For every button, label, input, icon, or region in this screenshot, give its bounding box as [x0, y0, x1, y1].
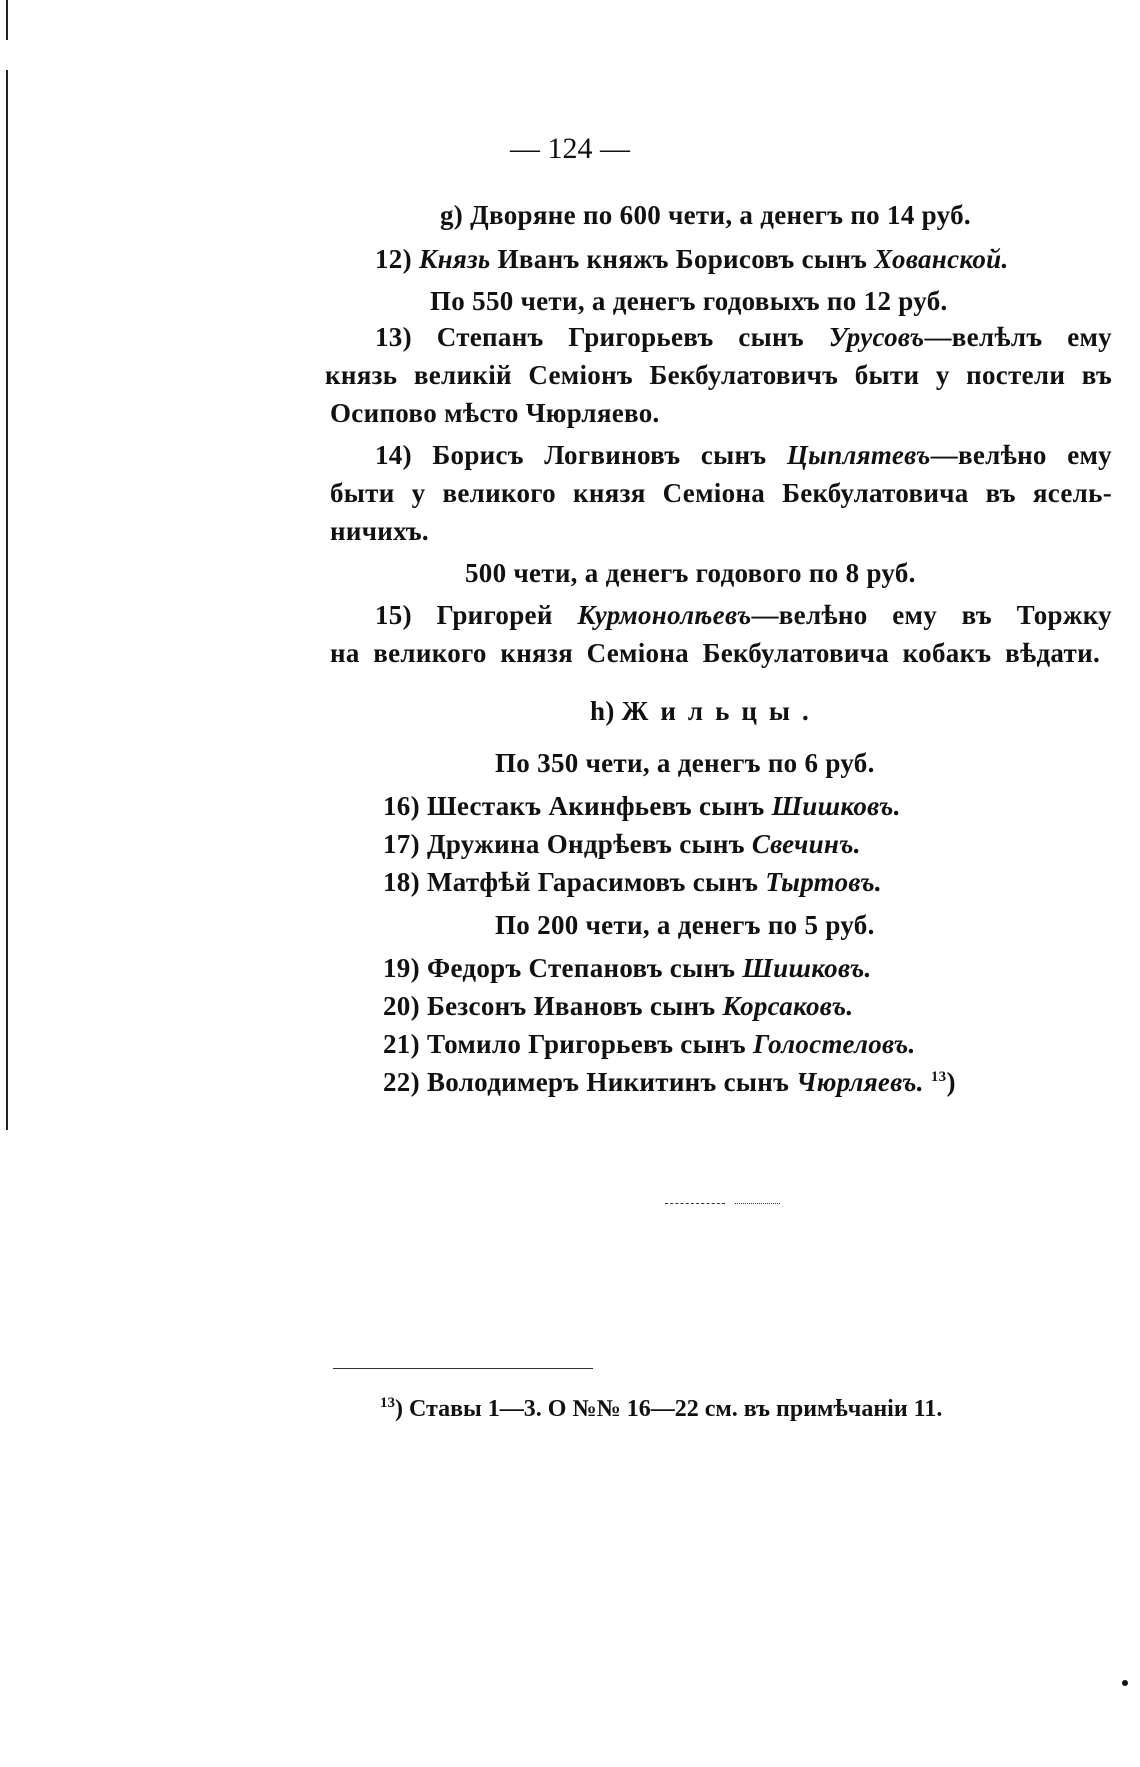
entry-surname: Шишковъ. [771, 791, 901, 821]
list-item [383, 789, 901, 823]
entry-13-text: Степанъ Григорьевъ сынъ [436, 322, 804, 352]
entry-15-line-2: на великого князя Семіона Бекбулатовича кобакъ вѣдати. [330, 638, 1100, 668]
scan-edge-line [6, 70, 8, 1130]
entry-surname: Шишковъ. [742, 953, 872, 983]
section-h-heading [590, 694, 821, 728]
end-separator-dots [735, 1203, 780, 1204]
scan-speck [1122, 1680, 1128, 1686]
section-h-title: Жильцы. [621, 696, 821, 726]
entry-number: 19) [383, 953, 420, 983]
rate-500: 500 чети, а денегъ годового по 8 руб. [465, 558, 916, 588]
list-item [383, 1065, 956, 1099]
entry-number: 15) [375, 600, 412, 630]
footnote-rule [333, 1368, 593, 1369]
entry-surname: Свечинъ. [751, 829, 861, 859]
list-item [383, 827, 861, 861]
entry-number: 14) [375, 440, 412, 470]
footnote-marker: 13 [380, 1395, 395, 1411]
entry-12-text: Иванъ княжъ Борисовъ сынъ [497, 244, 868, 274]
entry-14-surname: Цыплятевъ [786, 440, 931, 470]
entry-text: Федоръ Степановъ сынъ [426, 953, 736, 983]
footnote [380, 1394, 942, 1424]
entry-text: Дружина Ондрѣевъ сынъ [426, 829, 745, 859]
entry-14-line-2: быти у великого князя Семіона Бекбулатовича въ ясель- [330, 478, 1112, 508]
rate-550: По 550 чети, а денегъ годовыхъ по 12 руб. [430, 286, 948, 316]
entry-text: Володимеръ Никитинъ сынъ [426, 1067, 790, 1097]
entry-13-post: —велѣлъ ему [924, 322, 1112, 352]
footnote-reference: 13 [930, 1069, 947, 1085]
entry-number: 12) [375, 244, 412, 274]
entry-number: 20) [383, 991, 420, 1021]
entry-surname: Чюрляевъ. [796, 1067, 924, 1097]
list-item [383, 951, 872, 985]
entry-surname: Тыртовъ. [765, 867, 882, 897]
entry-14-text: Борисъ Логвиновъ сынъ [432, 440, 767, 470]
rate-200: По 200 чети, а денегъ по 5 руб. [495, 910, 875, 940]
scan-edge-mark [6, 0, 8, 40]
entry-number: 16) [383, 791, 420, 821]
entry-15-post: —велѣно ему въ Торжку [751, 600, 1112, 630]
entry-text: Шестакъ Акинфьевъ сынъ [426, 791, 765, 821]
footnote-text: ) Ставы 1—3. О №№ 16—22 см. въ примѣчаніи 11. [395, 1396, 943, 1422]
entry-text: Томило Григорьевъ сынъ [426, 1029, 746, 1059]
rate-350: По 350 чети, а денегъ по 6 руб. [495, 748, 875, 778]
section-g-heading [440, 198, 971, 232]
end-separator [665, 1203, 725, 1204]
entry-text: Безсонъ Ивановъ сынъ [426, 991, 716, 1021]
entry-14-line-1 [375, 438, 1112, 472]
entry-12-surname: Хованской. [874, 244, 1009, 274]
entry-number: 22) [383, 1067, 420, 1097]
entry-13-line-3: Осиповo мѣсто Чюрляево. [330, 398, 660, 428]
entry-surname: Корсаковъ. [722, 991, 854, 1021]
entry-number: 21) [383, 1029, 420, 1059]
entry-14-line-3: ничихъ. [330, 516, 429, 546]
entry-number: 18) [383, 867, 420, 897]
section-g-marker: g) [440, 200, 464, 230]
entry-13-line-1 [375, 320, 1112, 354]
entry-14-post: —велѣно ему [930, 440, 1112, 470]
entry-13-line-2: князь великій Семіонъ Бекбулатовичъ быти у постели въ [325, 360, 1112, 390]
list-item [383, 989, 853, 1023]
entry-15-surname: Курмонолѣевъ [577, 600, 752, 630]
list-item [383, 865, 882, 899]
entry-12-title: Князь [418, 244, 491, 274]
section-h-marker: h) [590, 696, 615, 726]
entry-text: Матфѣй Гарасимовъ сынъ [426, 867, 759, 897]
entry-15-line-1 [375, 598, 1112, 632]
list-item [383, 1027, 916, 1061]
entry-surname: Голостеловъ. [752, 1029, 916, 1059]
page-number: — 124 — [510, 132, 630, 165]
entry-15-text: Григорей [436, 600, 553, 630]
footnote-reference-paren: ) [946, 1067, 956, 1097]
entry-number: 17) [383, 829, 420, 859]
entry-number: 13) [375, 322, 412, 352]
section-g-title: Дворяне по 600 чети, а денегъ по 14 руб. [470, 200, 971, 230]
entry-13-surname: Урусовъ [828, 322, 925, 352]
entry-12 [375, 242, 1009, 276]
